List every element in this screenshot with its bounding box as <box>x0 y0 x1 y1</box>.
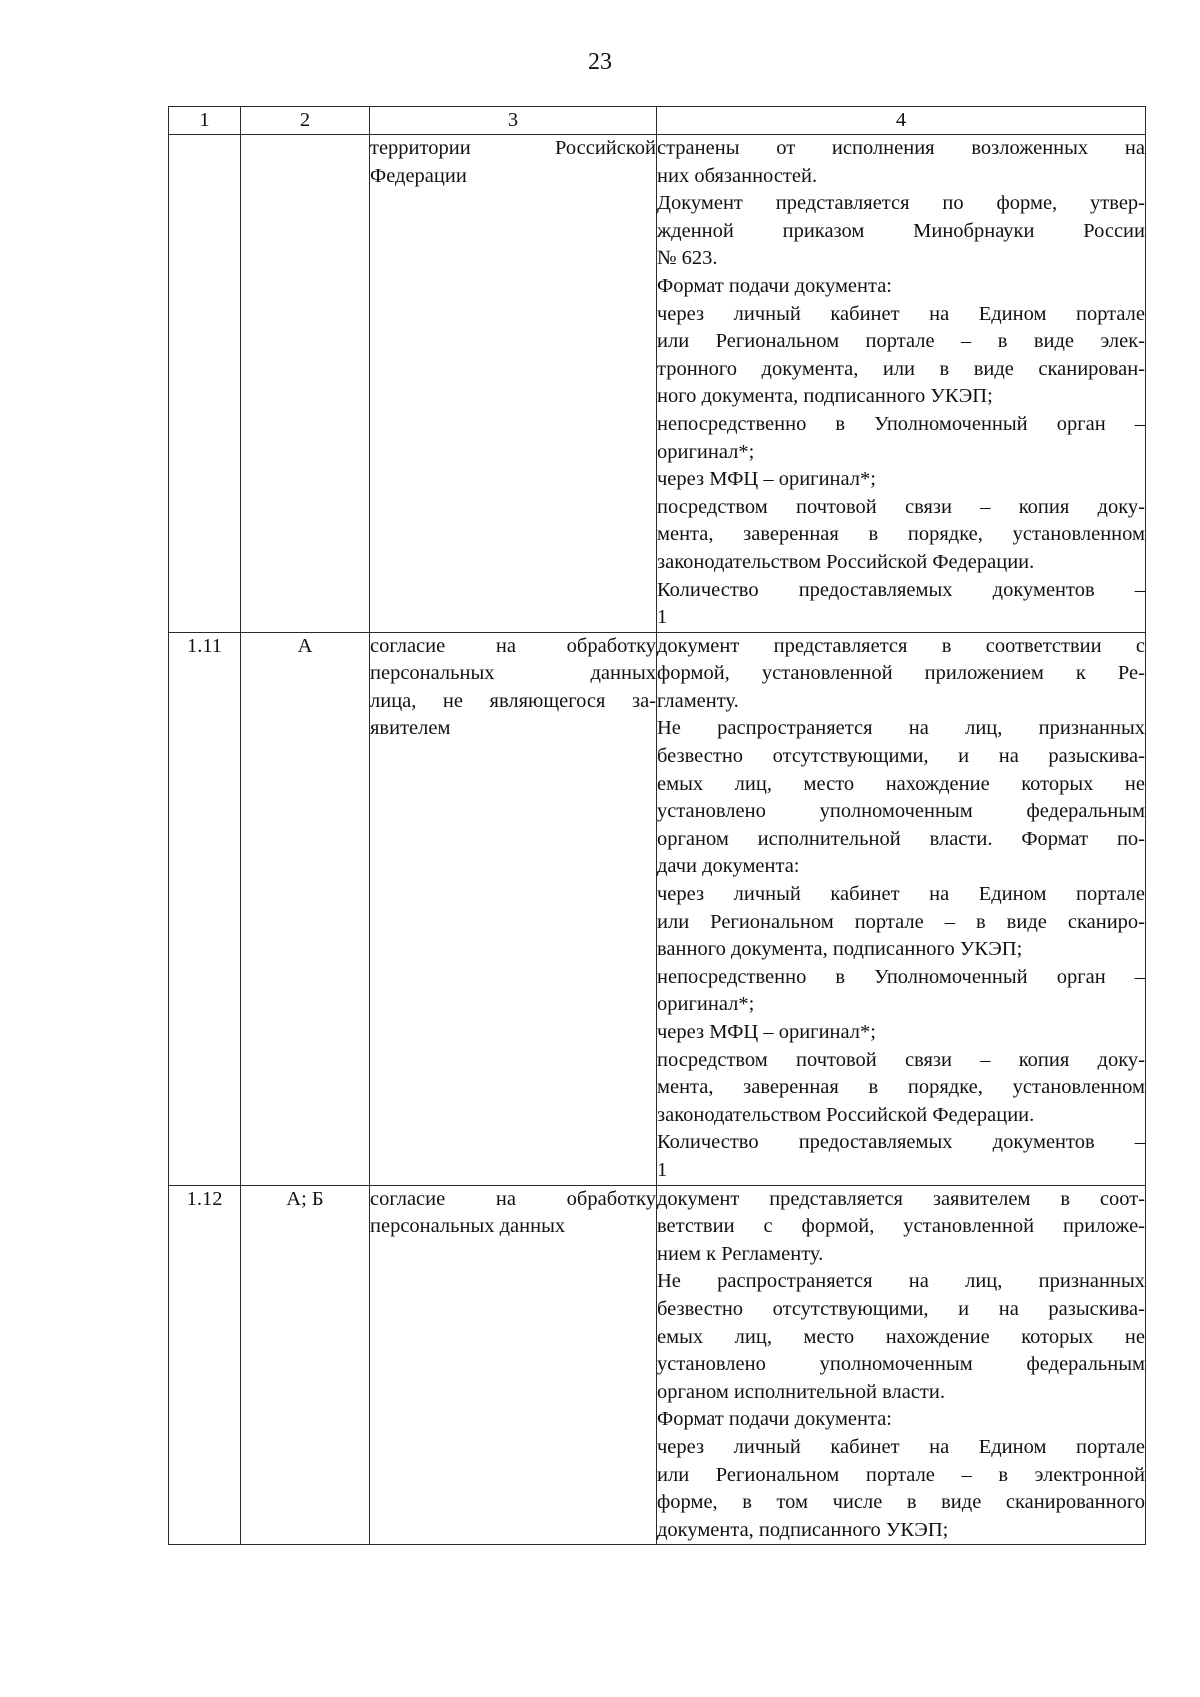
document-description-line: № 623. <box>657 247 718 270</box>
document-name <box>370 632 657 1185</box>
requirements-table <box>168 106 1146 1545</box>
document-name-line: персональных данных <box>370 1215 566 1238</box>
applicant-category: А <box>241 632 370 1185</box>
document-description-line: законодательством Российской Федерации. <box>657 1103 1035 1126</box>
document-description-line: органом исполнительной власти. <box>657 1380 945 1403</box>
document-name-line: лица, не являющегося за- <box>370 689 656 712</box>
document-description-line: оригинал*; <box>657 993 755 1016</box>
document-description-line: непосредственно в Уполномоченный орган – <box>657 412 1145 435</box>
document-description-line: емых лиц, место нахождение которых не <box>657 1325 1145 1348</box>
document-description-line: Количество предоставляемых документов – <box>657 1131 1145 1154</box>
document-description-line: 1 <box>657 606 668 629</box>
document-description-line: форме, в том числе в виде сканированного <box>657 1491 1145 1514</box>
document-description-line: законодательством Российской Федерации. <box>657 550 1035 573</box>
document-name-line: персональных данных <box>370 662 656 685</box>
document-description-line: документ представляется в соответствии с <box>657 634 1145 657</box>
document-description-line: гламенту. <box>657 689 739 712</box>
document-description-line: органом исполнительной власти. Формат по- <box>657 827 1145 850</box>
document-description-line: или Региональном портале – в виде сканиро- <box>657 910 1145 933</box>
document-description-line: через МФЦ – оригинал*; <box>657 1021 876 1043</box>
document-description-line: ного документа, подписанного УКЭП; <box>657 385 993 408</box>
document-description-line: через личный кабинет на Едином портале <box>657 1435 1145 1458</box>
document-description-line: установлено уполномоченным федеральным <box>657 1353 1145 1376</box>
document-description-line: Не распространяется на лиц, признанных <box>657 1270 1145 1293</box>
document-description-line: через МФЦ – оригинал*; <box>657 468 876 491</box>
document-description <box>657 632 1146 1185</box>
document-description-line: странены от исполнения возложенных на <box>657 137 1145 159</box>
document-description-line: Не распространяется на лиц, признанных <box>657 717 1145 740</box>
table-row <box>169 632 1146 1185</box>
document-description-line: безвестно отсутствующими, и на разыскива- <box>657 745 1145 768</box>
applicant-category: А; Б <box>241 1185 370 1545</box>
table-row <box>169 135 1146 633</box>
document-name-line: согласие на обработку <box>370 634 656 657</box>
row-number: 1.12 <box>169 1185 241 1545</box>
document-description-line: через личный кабинет на Едином портале <box>657 302 1145 325</box>
document-description-line: формой, установленной приложением к Ре- <box>657 662 1145 685</box>
document-description-line: мента, заверенная в порядке, установленном <box>657 523 1145 546</box>
document-description-line: ветствии с формой, установленной приложе- <box>657 1215 1145 1238</box>
document-description-line: Документ представляется по форме, утвер- <box>657 192 1145 215</box>
document-description-line: Формат подачи документа: <box>657 274 892 297</box>
document-description-line: жденной приказом Минобрнауки России <box>657 219 1145 242</box>
document-description-line: 1 <box>657 1158 668 1181</box>
document-description <box>657 135 1146 633</box>
document-description-line: или Региональном портале – в виде элек- <box>657 330 1145 353</box>
document-description-line: дачи документа: <box>657 855 800 878</box>
document-description-line: нием к Регламенту. <box>657 1242 824 1265</box>
document-description-line: непосредственно в Уполномоченный орган – <box>657 965 1145 988</box>
column-header-4: 4 <box>657 107 1146 135</box>
document-description-line: или Региональном портале – в электронной <box>657 1463 1145 1486</box>
document-description <box>657 1185 1146 1545</box>
document-description-line: емых лиц, место нахождение которых не <box>657 772 1145 795</box>
header-row <box>169 107 1146 135</box>
document-name-line: явителем <box>370 717 451 740</box>
table-row <box>169 1185 1146 1545</box>
row-number: 1.11 <box>169 632 241 1185</box>
document-name <box>370 1185 657 1545</box>
document-description-line: через личный кабинет на Едином портале <box>657 883 1145 906</box>
document-name-line: согласие на обработку <box>370 1187 656 1210</box>
column-header-2: 2 <box>241 107 370 135</box>
document-description-line: посредством почтовой связи – копия доку- <box>657 1048 1145 1071</box>
document-description-line: безвестно отсутствующими, и на разыскива- <box>657 1297 1145 1320</box>
document-description-line: установлено уполномоченным федеральным <box>657 800 1145 823</box>
document-description-line: оригинал*; <box>657 440 755 463</box>
document-description-line: документа, подписанного УКЭП; <box>657 1518 949 1541</box>
document-description-line: них обязанностей. <box>657 164 818 187</box>
document-description-line: посредством почтовой связи – копия доку- <box>657 495 1145 518</box>
page-number: 23 <box>588 49 612 75</box>
row-number <box>169 135 241 633</box>
column-header-1: 1 <box>169 107 241 135</box>
applicant-category <box>241 135 370 633</box>
document-name <box>370 135 657 633</box>
document-description-line: документ представляется заявителем в соот- <box>657 1187 1145 1210</box>
document-name-line: территории Российской <box>370 137 656 159</box>
document-name-line: Федерации <box>370 164 467 187</box>
document-description-line: тронного документа, или в виде сканирован- <box>657 357 1145 380</box>
document-description-line: Формат подачи документа: <box>657 1408 892 1431</box>
document-description-line: ванного документа, подписанного УКЭП; <box>657 938 1023 961</box>
column-header-3: 3 <box>370 107 657 135</box>
document-description-line: мента, заверенная в порядке, установленном <box>657 1076 1145 1099</box>
table-body <box>169 135 1146 1545</box>
table-header <box>169 107 1146 135</box>
document-description-line: Количество предоставляемых документов – <box>657 578 1145 601</box>
